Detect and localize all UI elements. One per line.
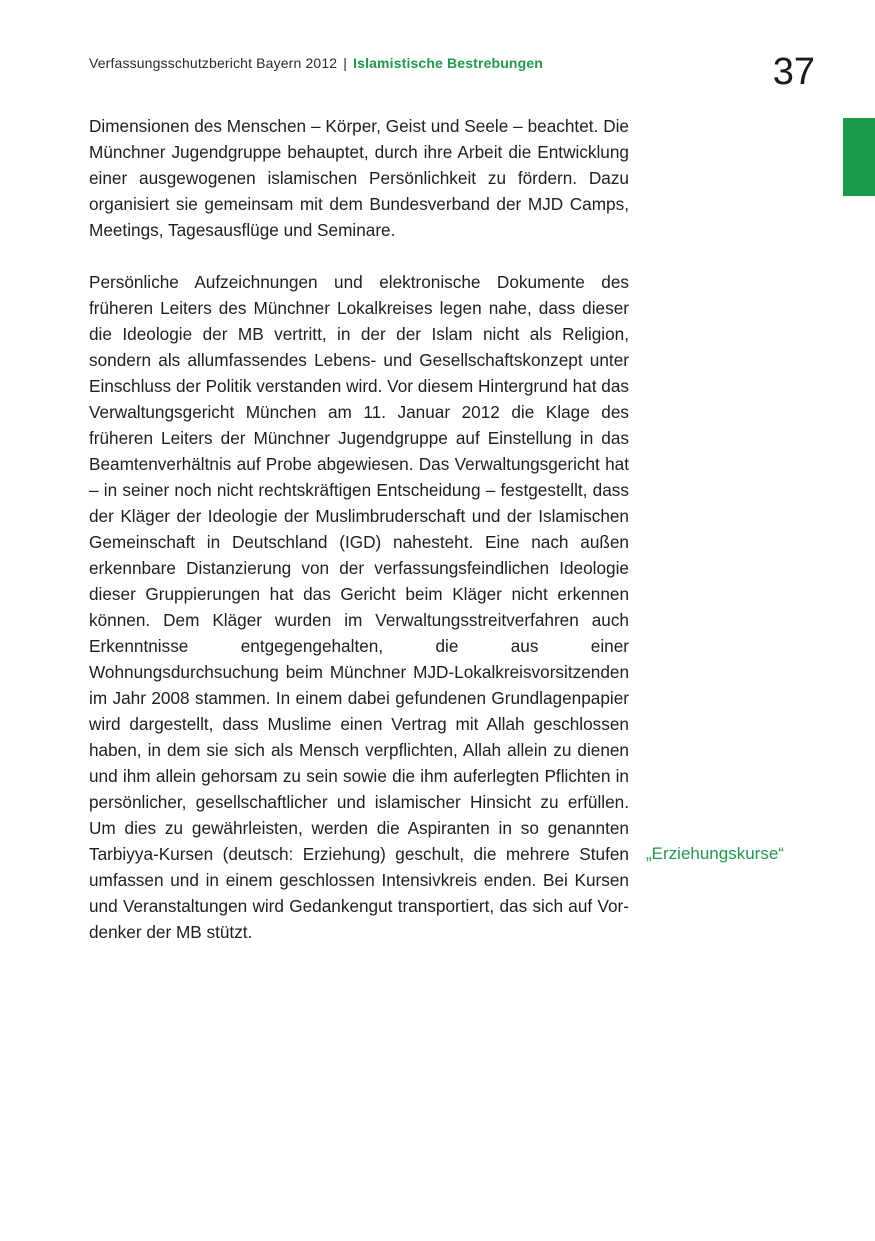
page-number: 37 — [772, 51, 815, 93]
margin-note: „Erziehungskurse“ — [646, 844, 784, 863]
paragraph-2: Persönliche Aufzeichnungen und elektronische Dokumente des früheren Leiters des Münchner Lokalkreises legen nahe, dass dieser die Ideologie der MB vertritt, in der der Islam nicht als Religion, sondern als allumfassendes Lebens- und Gesellschaftskonzept unter Einschluss der Politik verstanden wird. Vor diesem Hintergrund hat das Verwaltungsgericht München am 11. Januar 2012 die Klage des früheren Leiters der Münchner Jugendgruppe auf Einstellung in das Beamtenverhältnis auf Probe abgewiesen. Das Verwaltungsgericht hat – in seiner noch nicht rechtskräftigen Entscheidung – festgestellt, dass der Kläger der Ideologie der Muslimbruderschaft und der Islamischen Gemeinschaft in Deutschland (IGD) nahesteht. Eine nach außen erkennbare Distanzierung von der verfassungsfeindlichen Ideologie dieser Gruppierungen hat das Gericht beim Kläger nicht erkennen können. Dem Kläger wurden im Verwaltungsstreitverfahren auch Erkenntnisse entgegengehalten, die aus einer Wohnungsdurchsuchung beim Münchner MJD-Lokalkreisvorsitzenden im Jahr 2008 stammen. In einem dabei gefundenen Grundlagenpapier wird dargestellt, dass Muslime einen Vertrag mit Allah geschlossen haben, in dem sie sich als Mensch verpflichten, Allah allein zu dienen und ihm allein gehorsam zu sein sowie die ihm auferlegten Pflichten in persönlicher, gesellschaftlicher und islamischer Hinsicht zu erfüllen. Um dies zu gewährleisten, werden die Aspiranten in so genannten Tarbiyya-Kursen (deutsch: Erziehung) geschult, die mehrere Stufen umfassen und in einem geschlossen Intensivkreis enden. Bei Kursen und Veranstaltungen wird Gedankengut transportiert, das sich auf Vordenker der MB stützt. — [89, 272, 629, 942]
header-separator: | — [343, 55, 348, 71]
chapter-thumb-tab — [843, 118, 875, 196]
paragraph-1: Dimensionen des Menschen – Körper, Geist und Seele – beachtet. Die Münchner Jugendgruppe behauptet, durch ihre Arbeit die Entwicklung einer ausgewogenen islamischen Persönlichkeit zu fördern. Dazu organisiert sie gemeinsam mit dem Bundesverband der MJD Camps, Meetings, Tagesausflüge und Seminare. — [89, 116, 629, 240]
report-title: Verfassungsschutzbericht Bayern 2012 — [89, 55, 338, 71]
running-header — [89, 55, 543, 71]
section-title: Islamistische Bestrebungen — [353, 55, 543, 71]
body-text — [89, 113, 629, 945]
